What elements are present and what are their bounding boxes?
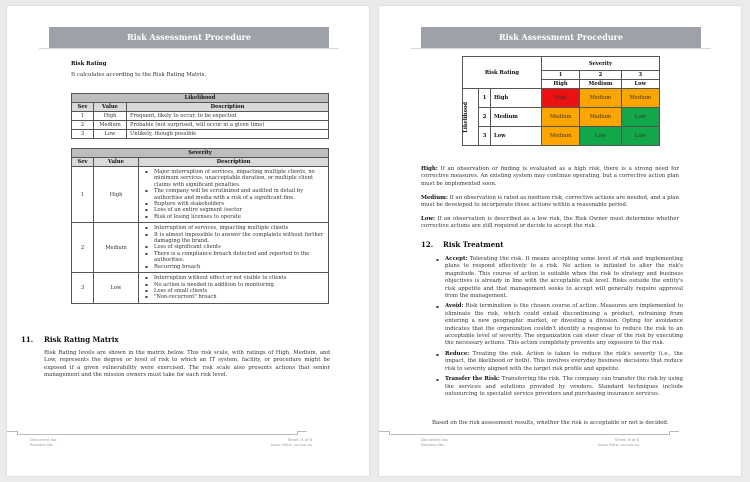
definition-term: Medium: — [421, 195, 448, 201]
risk-treatment-list — [433, 256, 683, 398]
matrix-row — [463, 89, 660, 108]
cell-sev: 2 — [72, 223, 94, 273]
cell-description — [139, 223, 329, 273]
header-divider — [39, 48, 339, 49]
severity-caption: Severity — [72, 149, 329, 158]
treatment-transfer — [433, 376, 683, 398]
bullet-item: ▪ Loss of small clients — [142, 288, 325, 294]
matrix-corner-label: Risk Rating — [463, 57, 542, 89]
treatment-text: Tolerating the risk. It means accepting some level of risk and implementing plans to respond effectively to a risk. No action is initiated to alter the risk's magnitude. This course of action is suitable when the risk to strategy and business objectives is already in line with the acceptable risk level. Risks outside the entity's risk appetite and that management seeks to accept will generally require approval from the management. — [445, 256, 683, 300]
definition-medium — [421, 195, 679, 210]
section-11-title: Risk Rating Matrix — [44, 335, 119, 344]
cell-value: Medium — [94, 121, 127, 130]
table-row — [72, 112, 329, 121]
matrix-row — [463, 108, 660, 127]
matrix-likelihood-label — [463, 89, 479, 146]
risk-treatment-closing: Based on the risk assessment results, whether the risk is acceptable or not is decided. — [432, 420, 669, 426]
footer-issue-date: Issue Date: xx-xxx-xx — [270, 442, 312, 447]
col-value: Value — [94, 158, 139, 167]
severity-col-label: High — [541, 80, 579, 89]
table-row — [72, 130, 329, 139]
bullet-item: ▪ Major interruption of services, impacting multiple clients, no minimum services, unacceptable duration, or multiple client claims with significant penalties. — [142, 169, 325, 188]
footer-revision-no: Revision No: — [30, 442, 54, 447]
footer-document-no: Document No: — [30, 437, 58, 442]
footer-revision-no: Revision No: — [421, 442, 445, 447]
risk-cell-medium: Medium — [541, 127, 579, 146]
bullet-item: ▪ The company will be scrutinized and audited in detail by authorities and media with a risk of a significant fine. — [142, 188, 325, 201]
severity-col-label: Medium — [580, 80, 621, 89]
table-row — [72, 223, 329, 273]
col-sev: Sev — [72, 158, 94, 167]
risk-cell-low: Low — [621, 108, 659, 127]
risk-cell-medium: Medium — [580, 89, 621, 108]
section-12-number: 12. — [421, 240, 434, 249]
risk-rating-matrix — [462, 56, 660, 146]
severity-col-label: Low — [621, 80, 659, 89]
cell-sev: 3 — [72, 273, 94, 304]
definition-text: If an observation is described as a low risk, the Risk Owner must determine whether corrective actions are still required or decide to accept the risk. — [421, 216, 679, 230]
bullet-item: ▪ Rupture with stakeholders — [142, 201, 325, 207]
cell-value: Low — [94, 273, 139, 304]
cell-description — [139, 167, 329, 223]
cell-sev: 3 — [72, 130, 94, 139]
likelihood-vertical-text: Likelihood — [463, 101, 469, 133]
risk-cell-low: Low — [580, 127, 621, 146]
section-11-number: 11. — [21, 335, 34, 344]
bullet-item: ▪ Interruption of services, impacting multiple clients — [142, 225, 325, 231]
cell-sev: 1 — [72, 167, 94, 223]
likelihood-row-label: High — [491, 89, 542, 108]
likelihood-row-num: 3 — [479, 127, 491, 146]
page-header-title: Risk Assessment Procedure — [421, 27, 701, 48]
cell-value: Medium — [94, 223, 139, 273]
treatment-text: Risk termination is the chosen course of action. Measures are implemented to eliminate the risk, which could entail discontinuing a product, refraining from entering a new geographic market, or divesting a division. Opting for avoidance indicates that the organization couldn't identify a response to reduce the risk to an acceptable level of severity. The organization can steer clear of the risk by executing the necessary actions. This action completely prevents any exposure to the risk. — [445, 303, 683, 347]
definition-high — [421, 166, 679, 188]
treatment-term: Avoid: — [445, 303, 464, 310]
definition-text: If an observation is rated as medium risk, corrective actions are needed, and a plan must be developed to incorporate these actions within a reasonable period. — [421, 195, 679, 209]
bullet-item: ▪ Recurring breach — [142, 264, 325, 270]
bullet-item: ▪ Loss of an entire segment /sector — [142, 207, 325, 213]
bullet-item: ▪ Interruption without effect or not visible to clients — [142, 275, 325, 281]
severity-table — [71, 148, 329, 304]
section-11-body: Risk Rating levels are shown in the matrix below. This risk scale, with ratings of High, Medium, and Low, represents the degree or level of risk to which an IT system, facility, or procedure might be exposed if a given vulnerability were exercised. The risk scale also presents actions that senior management and the mission owners must take for each risk level. — [44, 350, 330, 379]
cell-value: Low — [94, 130, 127, 139]
likelihood-caption: Likelihood — [72, 94, 329, 103]
treatment-term: Accept: — [445, 256, 468, 262]
cell-value: High — [94, 112, 127, 121]
cell-value: High — [94, 167, 139, 223]
definition-term: Low: — [421, 216, 436, 222]
cell-description: Frequent, likely to occur, to be expected — [127, 112, 329, 121]
header-divider — [411, 48, 711, 49]
footer-sheet: Sheet: 5 of 8 — [287, 437, 312, 442]
risk-cell-medium: Medium — [541, 108, 579, 127]
document-page-6 — [378, 5, 742, 477]
definition-text: If an observation or finding is evaluated as a high risk, there is a strong need for corrective measures. An existing system may continue operating, but a corrective action plan must be implemented soon. — [421, 166, 679, 187]
bullet-item: ▪ No action is needed in addition to monitoring. — [142, 282, 325, 288]
definition-low — [421, 216, 679, 231]
severity-col-num: 3 — [621, 71, 659, 80]
table-row — [72, 167, 329, 223]
treatment-term: Transfer the Risk: — [445, 376, 500, 383]
footer-document-no: Document No: — [421, 437, 449, 442]
col-sev: Sev — [72, 103, 94, 112]
treatment-text: Transferring the risk. The company can transfer the risk by using the services and solutions provided by vendors. Standard techniques include outsourcing to specialist service providers and purchasing insurance services. — [445, 376, 684, 397]
likelihood-row-num: 2 — [479, 108, 491, 127]
risk-rating-intro: It calculates according to the Risk Rating Matrix. — [71, 72, 207, 78]
footer-issue-date: Issue Date: xx-xxx-xx — [597, 442, 639, 447]
likelihood-table — [71, 93, 329, 139]
matrix-row — [463, 127, 660, 146]
bullet-item: ▪ Loss of significant clients — [142, 244, 325, 250]
col-description: Description — [139, 158, 329, 167]
page-header-title: Risk Assessment Procedure — [49, 27, 329, 48]
treatment-avoid — [433, 303, 683, 347]
col-description: Description — [127, 103, 329, 112]
severity-col-num: 1 — [541, 71, 579, 80]
table-row — [72, 273, 329, 304]
cell-description: Unlikely, though possible — [127, 130, 329, 139]
likelihood-row-label: Medium — [491, 108, 542, 127]
bullet-item: ▪ It is almost impossible to answer the complaints without further damaging the brand. — [142, 232, 325, 245]
treatment-text: Treating the risk. Action is taken to reduce the risk's severity (i.e., the impact, the likelihood or both). This involves everyday business decisions that reduce risk to severity aligned with the target risk profile and appetite. — [445, 350, 683, 372]
risk-cell-low: Low — [621, 127, 659, 146]
footer-sheet: Sheet: 6 of 8 — [614, 437, 639, 442]
bullet-item: ▪ There is a compliance breach detected and reported to the authorities. — [142, 251, 325, 264]
treatment-reduce — [433, 351, 683, 373]
bullet-item: ▪ "Non-recurrent" breach — [142, 294, 325, 300]
risk-cell-medium: Medium — [580, 108, 621, 127]
table-row — [72, 121, 329, 130]
col-value: Value — [94, 103, 127, 112]
definition-term: High: — [421, 166, 438, 172]
document-page-5 — [6, 5, 370, 477]
risk-cell-medium: Medium — [621, 89, 659, 108]
treatment-term: Reduce: — [445, 350, 470, 357]
section-12-title: Risk Treatment — [443, 240, 504, 249]
treatment-accept — [433, 256, 683, 300]
cell-description: Probable (not surprised, will occur in a given time) — [127, 121, 329, 130]
cell-description — [139, 273, 329, 304]
bullet-item: ▪ Risk of losing licenses to operate — [142, 214, 325, 220]
likelihood-row-label: Low — [491, 127, 542, 146]
severity-col-num: 2 — [580, 71, 621, 80]
likelihood-row-num: 1 — [479, 89, 491, 108]
risk-rating-heading: Risk Rating — [71, 61, 107, 67]
cell-sev: 2 — [72, 121, 94, 130]
matrix-severity-label: Severity — [541, 57, 659, 71]
risk-cell-high: High — [541, 89, 579, 108]
cell-sev: 1 — [72, 112, 94, 121]
